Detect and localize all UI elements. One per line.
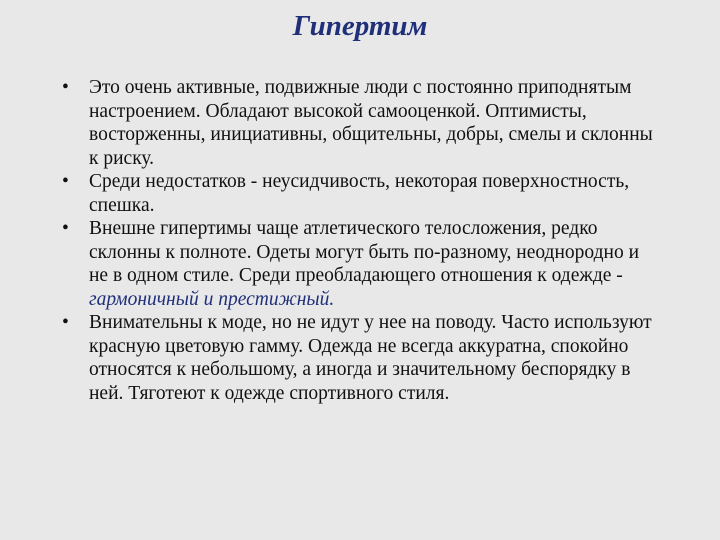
bullet-text: Среди недостатков - неусидчивость, некоторая поверхностность, спешка. — [89, 171, 630, 216]
bullet-dot-icon: • — [62, 218, 69, 239]
bullet-text: Внимательны к моде, но не идут у нее на поводу. Часто используют красную цветовую гамму. Одежда не всегда аккуратна, спокойно относятся к небольшому, а иногда и значительному беспорядку в ней. Тяготеют к одежде спортивного стиля. — [89, 312, 652, 404]
bullet-item — [62, 311, 662, 405]
bullet-dot-icon: • — [62, 77, 69, 98]
bullet-text: Внешне гипертимы чаще атлетического телосложения, редко склонны к полноте. Одеты могут быть по-разному, неоднородно и не в одном стиле. Среди преобладающего отношения к одежде - — [89, 218, 639, 286]
bullet-item — [62, 217, 662, 311]
slide-title: Гипертим — [292, 10, 428, 42]
bullet-text: Это очень активные, подвижные люди с постоянно приподнятым настроением. Обладают высокой самооценкой. Оптимисты, восторженны, инициативны, общительны, добры, смелы и склонны к риску. — [89, 77, 653, 169]
bullet-text-accent: гармоничный и престижный. — [89, 288, 335, 310]
bullet-dot-icon: • — [62, 171, 69, 192]
bullet-dot-icon: • — [62, 312, 69, 333]
bullet-item — [62, 170, 662, 217]
bullet-item — [62, 76, 662, 170]
bullet-list — [62, 76, 662, 405]
